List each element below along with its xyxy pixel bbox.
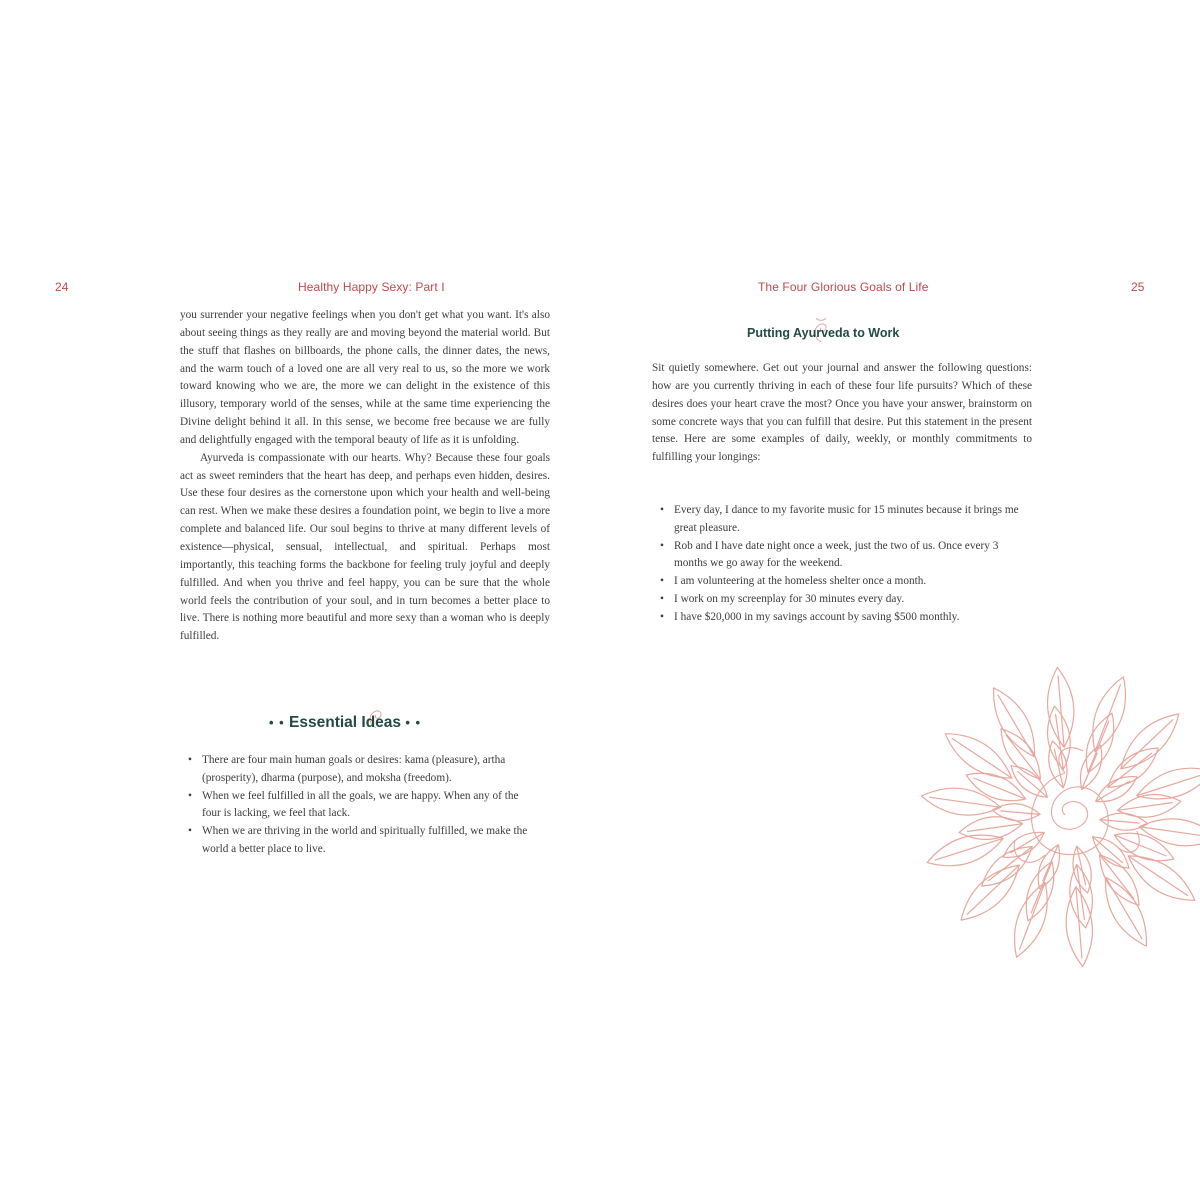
left-body-text xyxy=(180,307,550,646)
page-number-right: 25 xyxy=(1131,280,1145,294)
bullet-icon: • xyxy=(188,754,192,766)
flower-petal-vein xyxy=(1139,827,1200,837)
putting-ayurveda-to-work-heading: Putting Ayurveda to Work xyxy=(747,326,900,340)
list-item xyxy=(660,591,1020,609)
paragraph: Ayurveda is compassionate with our hearts. Why? Because these four goals act as sweet reminders that the heart has deep, and perhaps even hidden, desires. Use these four desires as the cornerstone upon which your health and well-being can rest. When we make these desires a foundation point, we begin to live a more complete and balanced life. Our soul begins to thrive at many different levels of existence—physical, sensual, intellectual, and spiritual. Perhaps most importantly, this teaching forms the backbone for feeling truly joyful and deeply fulfilled. And when you thrive and feel happy, you can be sure that the whole world feels the contribution of your soul, and in turn becomes a better place to live. There is nothing more beautiful and more sexy than a woman who is deeply fulfilled. xyxy=(180,451,550,643)
bullet-icon: • xyxy=(188,825,192,838)
list-item xyxy=(660,573,1020,591)
flower-petal-vein xyxy=(1095,684,1121,751)
list-item xyxy=(188,752,540,788)
flower-petal-vein xyxy=(1019,882,1045,949)
list-item-text: I am volunteering at the homeless shelter once a month. xyxy=(674,575,927,588)
lotus-flower-icon xyxy=(915,655,1200,975)
list-item-text: Every day, I dance to my favorite music for 15 minutes because it brings me great pleasure. xyxy=(674,504,1019,534)
essential-ideas-heading xyxy=(269,714,421,732)
flower-petal xyxy=(1137,768,1200,799)
list-item-text: When we feel fulfilled in all the goals, we are happy. When any of the four is lacking, we feel that lack. xyxy=(202,789,519,820)
list-item-text: I work on my screenplay for 30 minutes every day. xyxy=(674,592,905,605)
running-head-left: Healthy Happy Sexy: Part I xyxy=(298,280,445,294)
ornament-dots-left: • • xyxy=(269,715,285,730)
list-item-text: There are four main human goals or desires: kama (pleasure), artha (prosperity), dharma (purpose), and moksha (freedom). xyxy=(202,754,506,784)
bullet-icon: • xyxy=(660,610,664,623)
right-body-text xyxy=(652,360,1032,467)
bullet-icon: • xyxy=(660,575,664,588)
essential-ideas-list xyxy=(188,752,540,859)
flower-petal-vein xyxy=(1137,774,1200,796)
essential-ideas-title: Essential Ideas xyxy=(289,714,402,731)
bullet-icon: • xyxy=(660,539,664,552)
flower-petal-vein xyxy=(1100,820,1140,824)
list-item xyxy=(188,823,540,859)
commitments-list xyxy=(660,502,1020,627)
running-head-right: The Four Glorious Goals of Life xyxy=(758,280,929,294)
paragraph: you surrender your negative feelings when you don't get what you want. It's also about seeing things as they really are and moving beyond the material world. But the stuff that flashes on billboards, the phone calls, the dinner dates, the news, and the warm touch of a loved one are all very real to us, so the more we work toward knowing who we are, the more we can delight in the existence of this illusory, temporary world of the senses, while at the same time experiencing the Divine delight behind it all. In this sense, we become free because we are fully and delightfully engaged with the temporal beauty of life as it is unfolding. xyxy=(180,309,550,446)
list-item-text: Rob and I have date night once a week, just the two of us. Once every 3 months we go away for the weekend. xyxy=(674,539,999,570)
list-item-text: When we are thriving in the world and spiritually fulfilled, we make the world a better place to live. xyxy=(202,825,528,855)
bullet-icon: • xyxy=(660,592,664,605)
ornament-dots-right: • • xyxy=(405,715,422,730)
list-item-text: I have $20,000 in my savings account by saving $500 monthly. xyxy=(674,610,960,623)
flower-petal xyxy=(1139,819,1200,846)
list-item xyxy=(660,538,1020,574)
list-item xyxy=(660,609,1020,627)
bullet-icon: • xyxy=(188,789,192,802)
bullet-icon: • xyxy=(660,504,664,516)
paragraph: Sit quietly somewhere. Get out your journal and answer the following questions: how are you currently thriving in each of these four life pursuits? Which of these desires does your heart crave the most? Once you have your answer, brainstorm on some concrete ways that you can fulfill that desire. Put this statement in the present tense. Here are some examples of daily, weekly, or monthly commitments to fulfilling your longings: xyxy=(652,362,1032,464)
flower-petal-vein xyxy=(1000,811,1040,815)
list-item xyxy=(188,788,540,824)
list-item xyxy=(660,502,1020,538)
page-number-left: 24 xyxy=(55,280,69,294)
